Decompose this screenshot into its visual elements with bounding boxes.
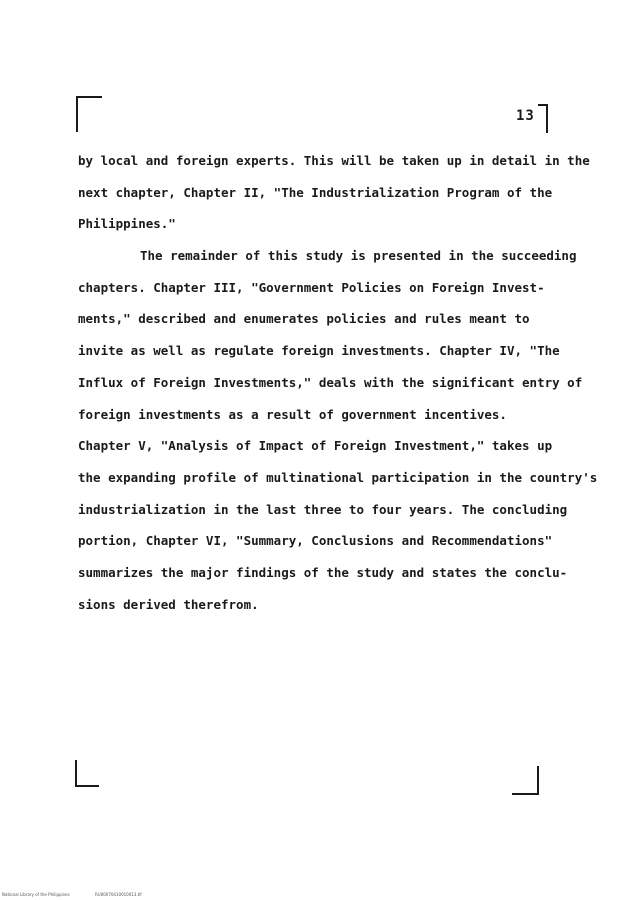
text-line: Influx of Foreign Investments," deals with the significant entry of — [78, 374, 583, 390]
page-number: 13 — [516, 108, 535, 124]
text-line: chapters. Chapter III, "Government Policies on Foreign Invest- — [78, 279, 545, 295]
text-line: portion, Chapter VI, "Summary, Conclusions and Recommendations" — [78, 533, 553, 549]
text-line: invite as well as regulate foreign investments. Chapter IV, "The — [78, 343, 560, 359]
paragraph-first-line: The remainder of this study is presented in the succeeding — [140, 248, 577, 264]
text-line: sions derived therefrom. — [78, 596, 259, 612]
text-line: next chapter, Chapter II, "The Industrialization Program of the — [78, 184, 553, 200]
bottom-left-corner-mark — [75, 760, 99, 787]
text-line: summarizes the major findings of the study and states the conclu- — [78, 564, 568, 580]
bottom-right-corner-mark — [512, 766, 539, 795]
scan-footer — [2, 892, 166, 897]
text-line: industrialization in the last three to four years. The concluding — [78, 501, 568, 517]
text-line: by local and foreign experts. This will be taken up in detail in the — [78, 153, 590, 168]
body-text — [78, 151, 598, 626]
footer-code: RU00070410010013.tif — [95, 892, 142, 897]
text-line: foreign investments as a result of government incentives. — [78, 406, 507, 422]
text-line: the expanding profile of multinational participation in the country's — [78, 469, 598, 485]
footer-source: National Library of the Philippines — [2, 892, 70, 897]
top-left-corner-mark — [76, 96, 102, 132]
text-line: Philippines." — [78, 216, 176, 232]
text-line: Chapter V, "Analysis of Impact of Foreign Investment," takes up — [78, 438, 553, 454]
top-right-corner-mark — [538, 104, 548, 133]
text-line: ments," described and enumerates policies and rules meant to — [78, 311, 530, 327]
